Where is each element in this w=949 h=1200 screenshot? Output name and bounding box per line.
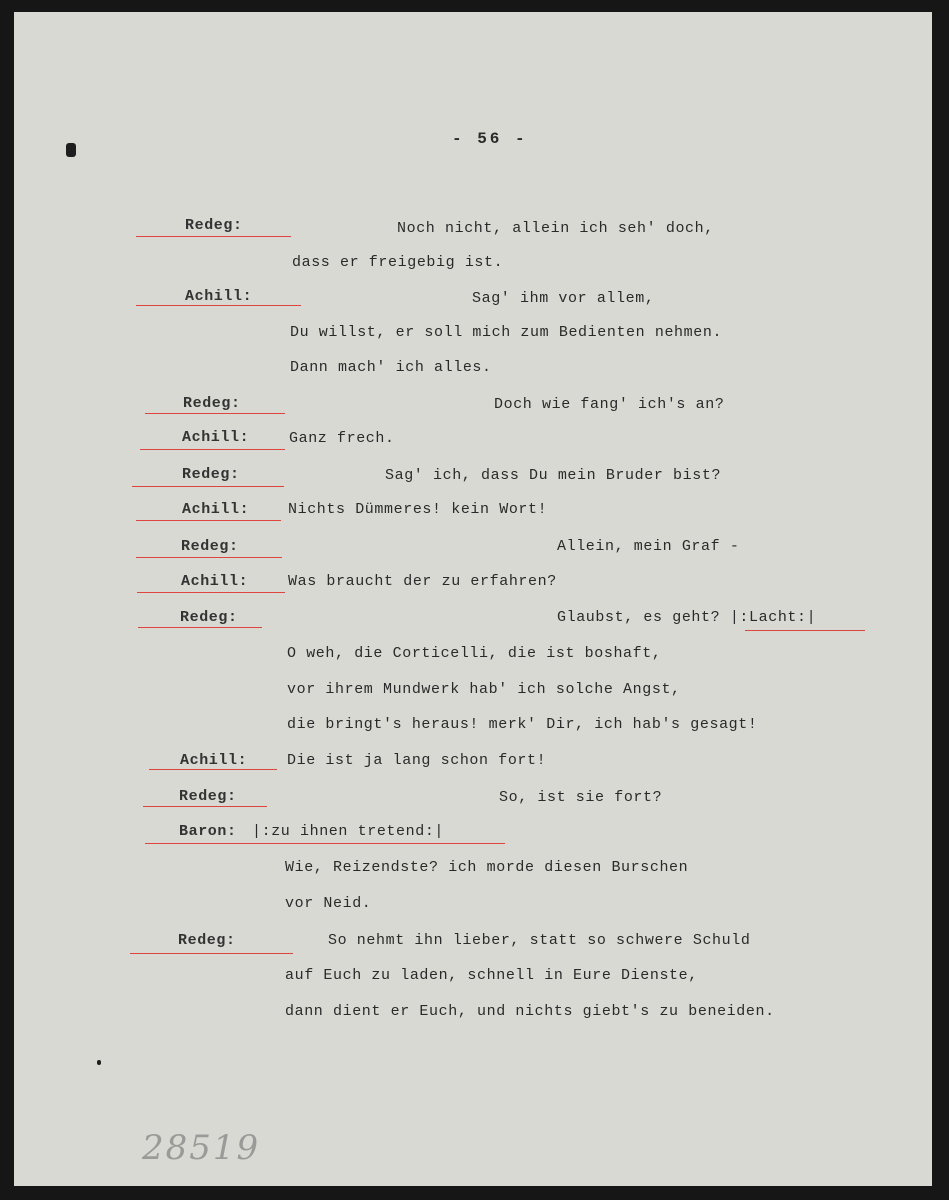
red-underline [136, 236, 291, 237]
dialogue-line: So, ist sie fort? [499, 789, 663, 806]
dialogue-line: Ganz frech. [289, 430, 395, 447]
dialogue-line: Wie, Reizendste? ich morde diesen Burschen [285, 859, 689, 876]
dialogue-line: Nichts Dümmeres! kein Wort! [288, 501, 548, 518]
dialogue-line: Doch wie fang' ich's an? [494, 396, 725, 413]
red-underline [745, 630, 865, 631]
stage-direction: |:zu ihnen tretend:| [252, 823, 445, 840]
speaker-label: Baron: [179, 823, 237, 840]
speaker-label: Achill: [181, 573, 249, 590]
dialogue-line: Noch nicht, allein ich seh' doch, [397, 220, 714, 237]
dialogue-line: vor Neid. [285, 895, 372, 912]
dialogue-line: Sag' ich, dass Du mein Bruder bist? [385, 467, 722, 484]
speaker-label: Achill: [182, 429, 250, 446]
red-underline [138, 627, 262, 628]
dialogue-line: dass er freigebig ist. [292, 254, 504, 271]
dialogue-line: vor ihrem Mundwerk hab' ich solche Angst, [287, 681, 681, 698]
dialogue-line: Du willst, er soll mich zum Bedienten nehmen. [290, 324, 723, 341]
speaker-label: Redeg: [178, 932, 236, 949]
red-underline [130, 953, 293, 954]
dialogue-line: Die ist ja lang schon fort! [287, 752, 547, 769]
ink-speck [66, 143, 76, 157]
speaker-label: Redeg: [182, 466, 240, 483]
red-underline [143, 806, 267, 807]
dialogue-line: Sag' ihm vor allem, [472, 290, 655, 307]
red-underline [132, 486, 284, 487]
red-underline [140, 449, 285, 450]
speaker-label: Redeg: [179, 788, 237, 805]
ink-speck [97, 1060, 101, 1065]
speaker-label: Redeg: [185, 217, 243, 234]
dialogue-line: Was braucht der zu erfahren? [288, 573, 557, 590]
dialogue-line: dann dient er Euch, und nichts giebt's zu beneiden. [285, 1003, 775, 1020]
dialogue-line: Glaubst, es geht? |:Lacht:| [557, 609, 817, 626]
red-underline [136, 557, 282, 558]
red-underline [145, 413, 285, 414]
dialogue-line: Dann mach' ich alles. [290, 359, 492, 376]
speaker-label: Achill: [185, 288, 253, 305]
speaker-label: Redeg: [181, 538, 239, 555]
dialogue-line: die bringt's heraus! merk' Dir, ich hab's gesagt! [287, 716, 758, 733]
page-number: - 56 - [452, 130, 528, 148]
red-underline [137, 592, 285, 593]
dialogue-line: O weh, die Corticelli, die ist boshaft, [287, 645, 662, 662]
red-underline [149, 769, 277, 770]
speaker-label: Achill: [180, 752, 248, 769]
red-underline [136, 520, 281, 521]
handwritten-number: 28519 [142, 1128, 261, 1168]
red-underline [145, 843, 505, 844]
red-underline [136, 305, 301, 306]
speaker-label: Achill: [182, 501, 250, 518]
dialogue-line: Allein, mein Graf - [557, 538, 740, 555]
dialogue-line: auf Euch zu laden, schnell in Eure Dienste, [285, 967, 698, 984]
dialogue-line: So nehmt ihn lieber, statt so schwere Schuld [328, 932, 751, 949]
speaker-label: Redeg: [180, 609, 238, 626]
speaker-label: Redeg: [183, 395, 241, 412]
